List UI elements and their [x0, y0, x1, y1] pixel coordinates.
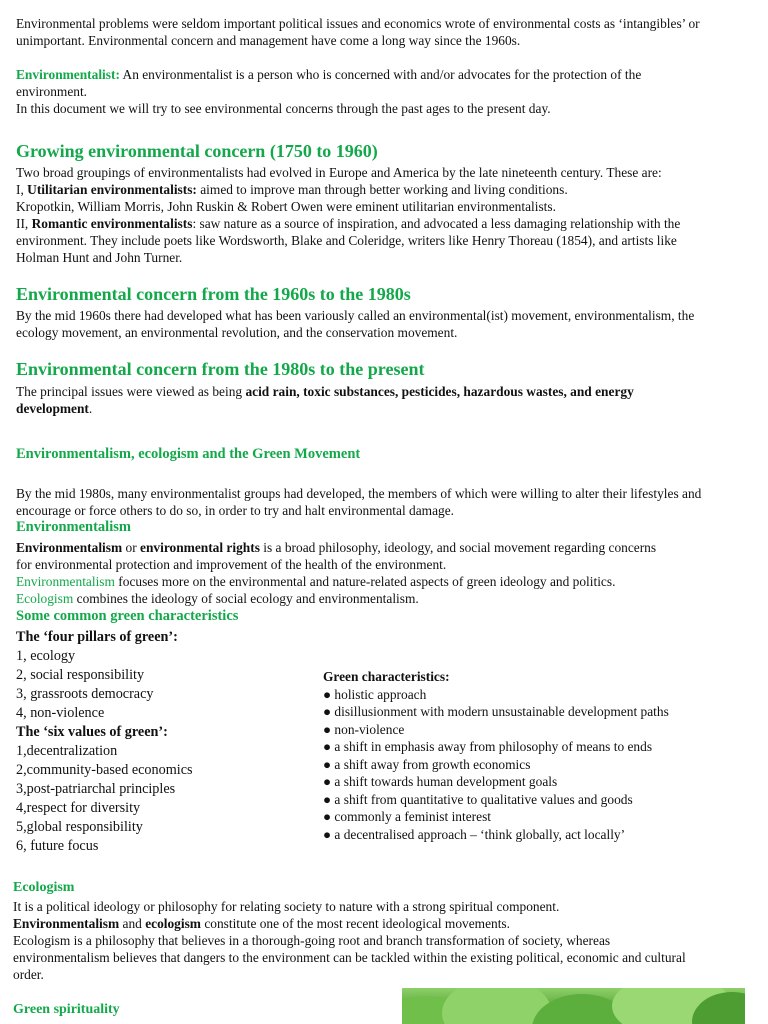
- growing-line-1: Two broad groupings of environmentalists had evolved in Europe and America by the late nineteenth century. These are:: [16, 165, 662, 180]
- green-char-item-4: ● a shift in emphasis away from philosophy of means to ends: [323, 739, 653, 754]
- four-pillars-item-2: 2, social responsibility: [16, 667, 145, 683]
- s1980-line-1: [16, 383, 634, 400]
- green-char-item-3: ● non-violence: [323, 722, 405, 737]
- four-pillars-item-4: 4, non-violence: [16, 705, 105, 721]
- growing-line-2-post: aimed to improve man through better working and living conditions.: [196, 182, 568, 197]
- environmentalism-line-1: [16, 539, 656, 556]
- environmentalist-term: Environmentalist:: [16, 67, 120, 82]
- heading-green-movement: Environmentalism, ecologism and the Green Movement: [16, 446, 361, 462]
- ecologism-line-5: order.: [13, 967, 44, 982]
- green-movement-line-2: encourage or force others to do so, in order to try and halt environmental damage.: [16, 503, 455, 518]
- principal-issues-end: development: [16, 401, 89, 416]
- intro-line-1: Environmental problems were seldom important political issues and economics wrote of environmental costs as ‘intangibles’ or: [16, 16, 700, 31]
- intro-line-2: unimportant. Environmental concern and management have come a long way since the 1960s.: [16, 33, 521, 48]
- green-char-item-5: ● a shift away from growth economics: [323, 757, 531, 772]
- six-values-item-6: 6, future focus: [16, 838, 99, 854]
- heading-1960s-1980s: Environmental concern from the 1960s to the 1980s: [16, 284, 411, 304]
- heading-1980s-present: Environmental concern from the 1980s to the present: [16, 359, 425, 379]
- heading-environmentalism: Environmentalism: [16, 519, 131, 535]
- environmentalism-line-2: for environmental protection and improvement of the health of the environment.: [16, 557, 447, 572]
- heading-ecologism: Ecologism: [13, 880, 75, 895]
- green-char-item-6: ● a shift towards human development goals: [323, 774, 558, 789]
- environmentalism-line-3-post: focuses more on the environmental and nature-related aspects of green ideology and politics.: [114, 574, 616, 589]
- environmentalism-green-term: Environmentalism: [16, 574, 115, 589]
- green-char-item-9: ● a decentralised approach – ‘think globally, act locally’: [323, 827, 626, 842]
- green-char-item-8: ● commonly a feminist interest: [323, 809, 491, 824]
- ecologism-line-3: Ecologism is a philosophy that believes in a thorough-going root and branch transformation of society, whereas: [13, 933, 611, 948]
- ecologism-term: ecologism: [145, 916, 201, 931]
- green-movement-line-1: By the mid 1980s, many environmentalist groups had developed, the members of which were willing to alter their lifestyles and: [16, 486, 702, 501]
- document-purpose: In this document we will try to see environmental concerns through the past ages to the present day.: [16, 101, 551, 116]
- growing-line-2: [16, 181, 568, 198]
- growing-line-5: environment. They include poets like Wordsworth, Blake and Coleridge, writers like Henry Thoreau (1854), and artists like: [16, 233, 677, 248]
- six-values-item-4: 4,respect for diversity: [16, 800, 141, 816]
- s1980-line-2: [16, 400, 92, 417]
- s1960-line-2: ecology movement, an environmental revolution, and the conservation movement.: [16, 325, 458, 340]
- green-leaves-image: [402, 988, 745, 1024]
- growing-line-4: [16, 215, 680, 232]
- environmentalism-line-3: [16, 573, 615, 590]
- utilitarian-term: Utilitarian environmentalists:: [27, 182, 197, 197]
- environmentalism-line-4-post: combines the ideology of social ecology and environmentalism.: [73, 591, 419, 606]
- growing-line-2-pre: I,: [16, 182, 28, 197]
- environmentalist-def-2: environment.: [16, 84, 88, 99]
- heading-green-characteristics: Some common green characteristics: [16, 608, 239, 624]
- ecologism-env-term: Environmentalism: [13, 916, 120, 931]
- ecologism-green-term: Ecologism: [16, 591, 74, 606]
- ecologism-line-4: environmentalism believes that dangers to the environment can be tackled within the existing political, economic and cultural: [13, 950, 686, 965]
- environmentalist-def-1: An environmentalist is a person who is concerned with and/or advocates for the protection of the: [119, 67, 642, 82]
- growing-line-4-post: : saw nature as a source of inspiration, and advocated a less damaging relationship with the: [192, 216, 681, 231]
- green-char-item-2: ● disillusionment with modern unsustainable development paths: [323, 704, 669, 719]
- ecologism-line-2: [13, 915, 510, 932]
- ecologism-line-1: It is a political ideology or philosophy for relating society to nature with a strong spiritual component.: [13, 899, 560, 914]
- growing-line-6: Holman Hunt and John Turner.: [16, 250, 183, 265]
- six-values-item-5: 5,global responsibility: [16, 819, 143, 835]
- ecologism-and: and: [119, 916, 146, 931]
- environmentalism-term: Environmentalism: [16, 540, 123, 555]
- principal-issues: acid rain, toxic substances, pesticides, hazardous wastes, and energy: [245, 384, 634, 399]
- environmentalism-line-4: [16, 590, 419, 607]
- heading-green-spirituality: Green spirituality: [13, 1002, 120, 1017]
- environmental-rights-term: environmental rights: [140, 540, 260, 555]
- growing-line-3: Kropotkin, William Morris, John Ruskin & Robert Owen were eminent utilitarian environmentalists.: [16, 199, 556, 214]
- green-char-item-7: ● a shift from quantitative to qualitative values and goods: [323, 792, 633, 807]
- s1980-line-1-pre: The principal issues were viewed as being: [16, 384, 246, 399]
- six-values-item-2: 2,community-based economics: [16, 762, 193, 778]
- environmentalist-definition: [16, 66, 641, 83]
- green-characteristics-title: Green characteristics:: [323, 669, 450, 684]
- six-values-item-1: 1,decentralization: [16, 743, 118, 759]
- ecologism-line-2-post: constitute one of the most recent ideological movements.: [200, 916, 510, 931]
- green-char-item-1: ● holistic approach: [323, 687, 427, 702]
- heading-growing-concern: Growing environmental concern (1750 to 1960): [16, 141, 378, 161]
- four-pillars-item-3: 3, grassroots democracy: [16, 686, 154, 702]
- four-pillars-title: The ‘four pillars of green’:: [16, 629, 178, 645]
- six-values-title: The ‘six values of green’:: [16, 724, 168, 740]
- environmentalism-or: or: [122, 540, 141, 555]
- four-pillars-item-1: 1, ecology: [16, 648, 76, 664]
- six-values-item-3: 3,post-patriarchal principles: [16, 781, 176, 797]
- growing-line-4-pre: II,: [16, 216, 32, 231]
- s1980-period: .: [88, 401, 93, 416]
- romantic-term: Romantic environmentalists: [31, 216, 193, 231]
- environmentalism-line-1-post: is a broad philosophy, ideology, and social movement regarding concerns: [259, 540, 657, 555]
- s1960-line-1: By the mid 1960s there had developed what has been variously called an environmental(ist) movement, environmentalism, the: [16, 308, 695, 323]
